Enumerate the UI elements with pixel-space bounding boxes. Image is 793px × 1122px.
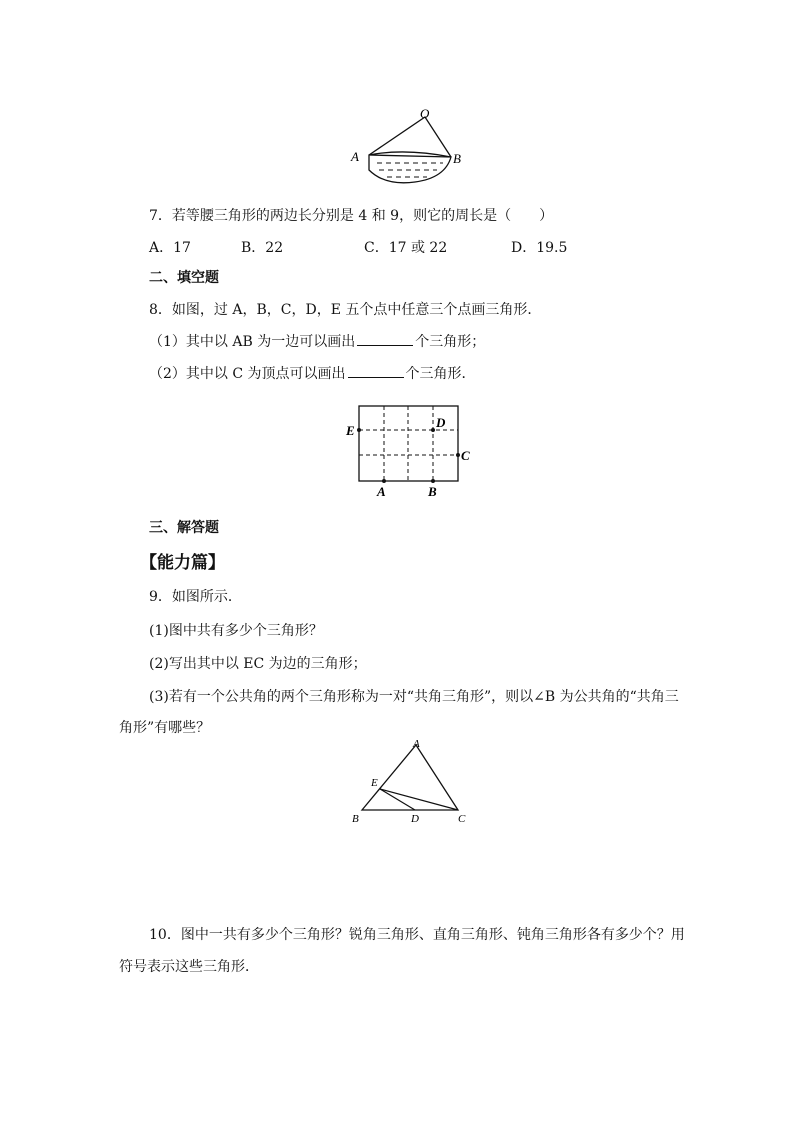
q8-stem: 8．如图，过 A，B，C，D，E 五个点中任意三个点画三角形． [149,302,542,318]
q8-part1-text: （1）其中以 AB 为一边可以画出 [149,334,356,350]
label-o: O [420,106,430,121]
q8-part1-blank[interactable] [357,331,413,346]
q9-part2: (2)写出其中以 EC 为边的三角形； [149,656,367,672]
q9-stem: 9．如图所示． [149,589,242,605]
label-a: A [351,149,359,164]
q7-option-d[interactable]: D．19.5 [511,240,568,256]
label-c: C [458,813,466,825]
q8-part1-suffix: 个三角形； [415,334,486,350]
q9-part1: (1)图中共有多少个三角形？ [149,623,323,639]
q8-part2-blank[interactable] [348,363,404,378]
label-a: A [413,738,420,750]
figure-triangle-abc [345,735,475,830]
q7-option-c[interactable]: C．17 或 22 [364,240,448,256]
q8-part2 [149,363,476,384]
section-fill-in-title: 二、填空题 [149,270,219,286]
label-b: B [453,151,461,166]
label-e: E [346,423,355,438]
q7-stem: 7．若等腰三角形的两边长分别是 4 和 9，则它的周长是（ ） [149,208,554,224]
q7-options [149,238,629,258]
q10-line2: 符号表示这些三角形． [119,959,259,975]
label-a: A [377,484,386,499]
figure-grid [340,400,480,500]
q7-option-b[interactable]: B．22 [241,240,284,256]
q10-line1: 10．图中一共有多少个三角形？锐角三角形、直角三角形、钝角三角形各有多少个？用 [149,927,685,943]
q9-part3-line1: (3)若有一个公共角的两个三角形称为一对“共角三角形”，则以∠B 为公共角的“共角三 [149,689,679,705]
label-b: B [428,484,437,499]
q8-part1 [149,331,485,352]
label-c: C [461,448,470,463]
label-b: B [352,813,359,825]
label-d: D [411,813,419,825]
q9-part3-line2: 角形”有哪些？ [119,720,211,736]
label-d: D [436,415,446,430]
q7-option-a[interactable]: A．17 [149,240,191,256]
q8-part2-text: （2）其中以 C 为顶点可以画出 [149,366,346,382]
label-e: E [371,777,378,789]
section-answer-title: 三、解答题 [149,520,219,536]
figure-oab [345,100,475,190]
ability-section-header: 【能力篇】 [140,553,225,573]
q8-part2-suffix: 个三角形． [405,366,476,382]
